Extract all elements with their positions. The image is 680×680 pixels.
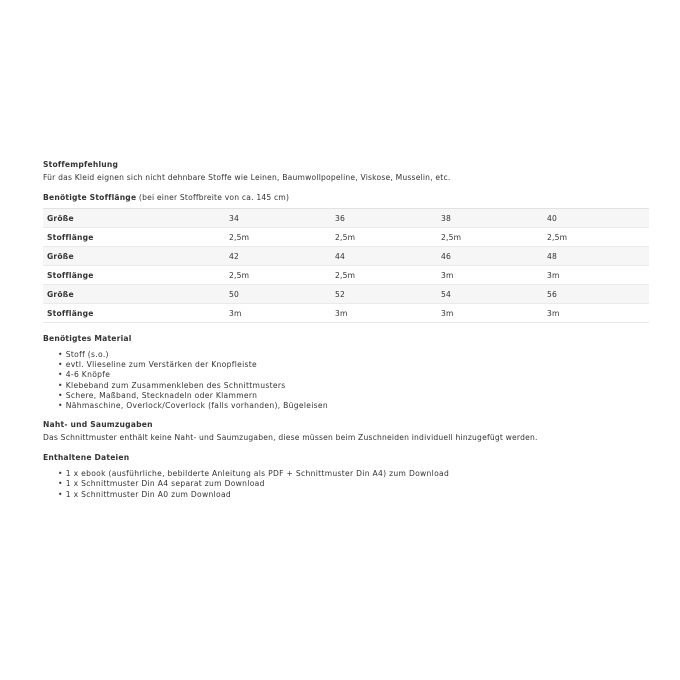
table-row [43, 228, 649, 247]
table-cell: 3m [543, 266, 649, 285]
fabric-recommendation-text: Für das Kleid eignen sich nicht dehnbare Stoffe wie Leinen, Baumwollpopeline, Viskose, Musselin, etc. [43, 173, 451, 182]
table-cell: 2,5m [225, 228, 331, 247]
list-item: • Stoff (s.o.) [58, 350, 648, 360]
table-cell: 44 [331, 247, 437, 266]
seam-allowance-text: Das Schnittmuster enthält keine Naht- und Saumzugaben, diese müssen beim Zuschneiden individuell hinzugefügt werden. [43, 433, 538, 443]
row-label: Größe [43, 209, 225, 228]
table-row [43, 209, 649, 228]
table-cell: 3m [225, 304, 331, 323]
table-cell: 3m [331, 304, 437, 323]
row-label: Stofflänge [43, 228, 225, 247]
table-cell: 48 [543, 247, 649, 266]
table-cell: 40 [543, 209, 649, 228]
table-row [43, 304, 649, 323]
table-cell: 2,5m [437, 228, 543, 247]
table-cell: 34 [225, 209, 331, 228]
list-item: • 1 x Schnittmuster Din A4 separat zum Download [58, 479, 648, 489]
table-cell: 38 [437, 209, 543, 228]
fabric-length-table [43, 208, 649, 323]
table-cell: 42 [225, 247, 331, 266]
table-row [43, 247, 649, 266]
table-cell: 2,5m [543, 228, 649, 247]
table-cell: 2,5m [225, 266, 331, 285]
included-files-heading: Enthaltene Dateien [43, 453, 130, 463]
materials-list [43, 350, 648, 411]
table-cell: 36 [331, 209, 437, 228]
list-item: • 1 x ebook (ausführliche, bebilderte Anleitung als PDF + Schnittmuster Din A4) zum Download [58, 469, 648, 479]
included-files-list [43, 469, 648, 500]
fabric-length-note: (bei einer Stoffbreite von ca. 145 cm) [136, 193, 290, 202]
list-item: • Schere, Maßband, Stecknadeln oder Klammern [58, 391, 648, 401]
table-cell: 3m [543, 304, 649, 323]
fabric-length-heading [43, 191, 648, 204]
table-cell: 54 [437, 285, 543, 304]
table-cell: 2,5m [331, 228, 437, 247]
table-cell: 3m [437, 304, 543, 323]
row-label: Stofflänge [43, 266, 225, 285]
materials-heading: Benötigtes Material [43, 334, 132, 343]
table-cell: 56 [543, 285, 649, 304]
list-item: • 1 x Schnittmuster Din A0 zum Download [58, 490, 648, 500]
list-item: • 4-6 Knöpfe [58, 370, 648, 380]
fabric-length-title: Benötigte Stofflänge [43, 193, 137, 202]
row-label: Größe [43, 247, 225, 266]
row-label: Stofflänge [43, 304, 225, 323]
product-description [43, 158, 648, 500]
list-item: • evtl. Vlieseline zum Verstärken der Knopfleiste [58, 360, 648, 370]
table-row [43, 266, 649, 285]
table-cell: 46 [437, 247, 543, 266]
list-item: • Klebeband zum Zusammenkleben des Schnittmusters [58, 381, 648, 391]
seam-allowance-heading: Naht- und Saumzugaben [43, 420, 153, 430]
table-cell: 50 [225, 285, 331, 304]
table-cell: 3m [437, 266, 543, 285]
row-label: Größe [43, 285, 225, 304]
table-cell: 52 [331, 285, 437, 304]
table-cell: 2,5m [331, 266, 437, 285]
fabric-recommendation-heading: Stoffempfehlung [43, 160, 119, 169]
table-row [43, 285, 649, 304]
list-item: • Nähmaschine, Overlock/Coverlock (falls vorhanden), Bügeleisen [58, 401, 648, 411]
